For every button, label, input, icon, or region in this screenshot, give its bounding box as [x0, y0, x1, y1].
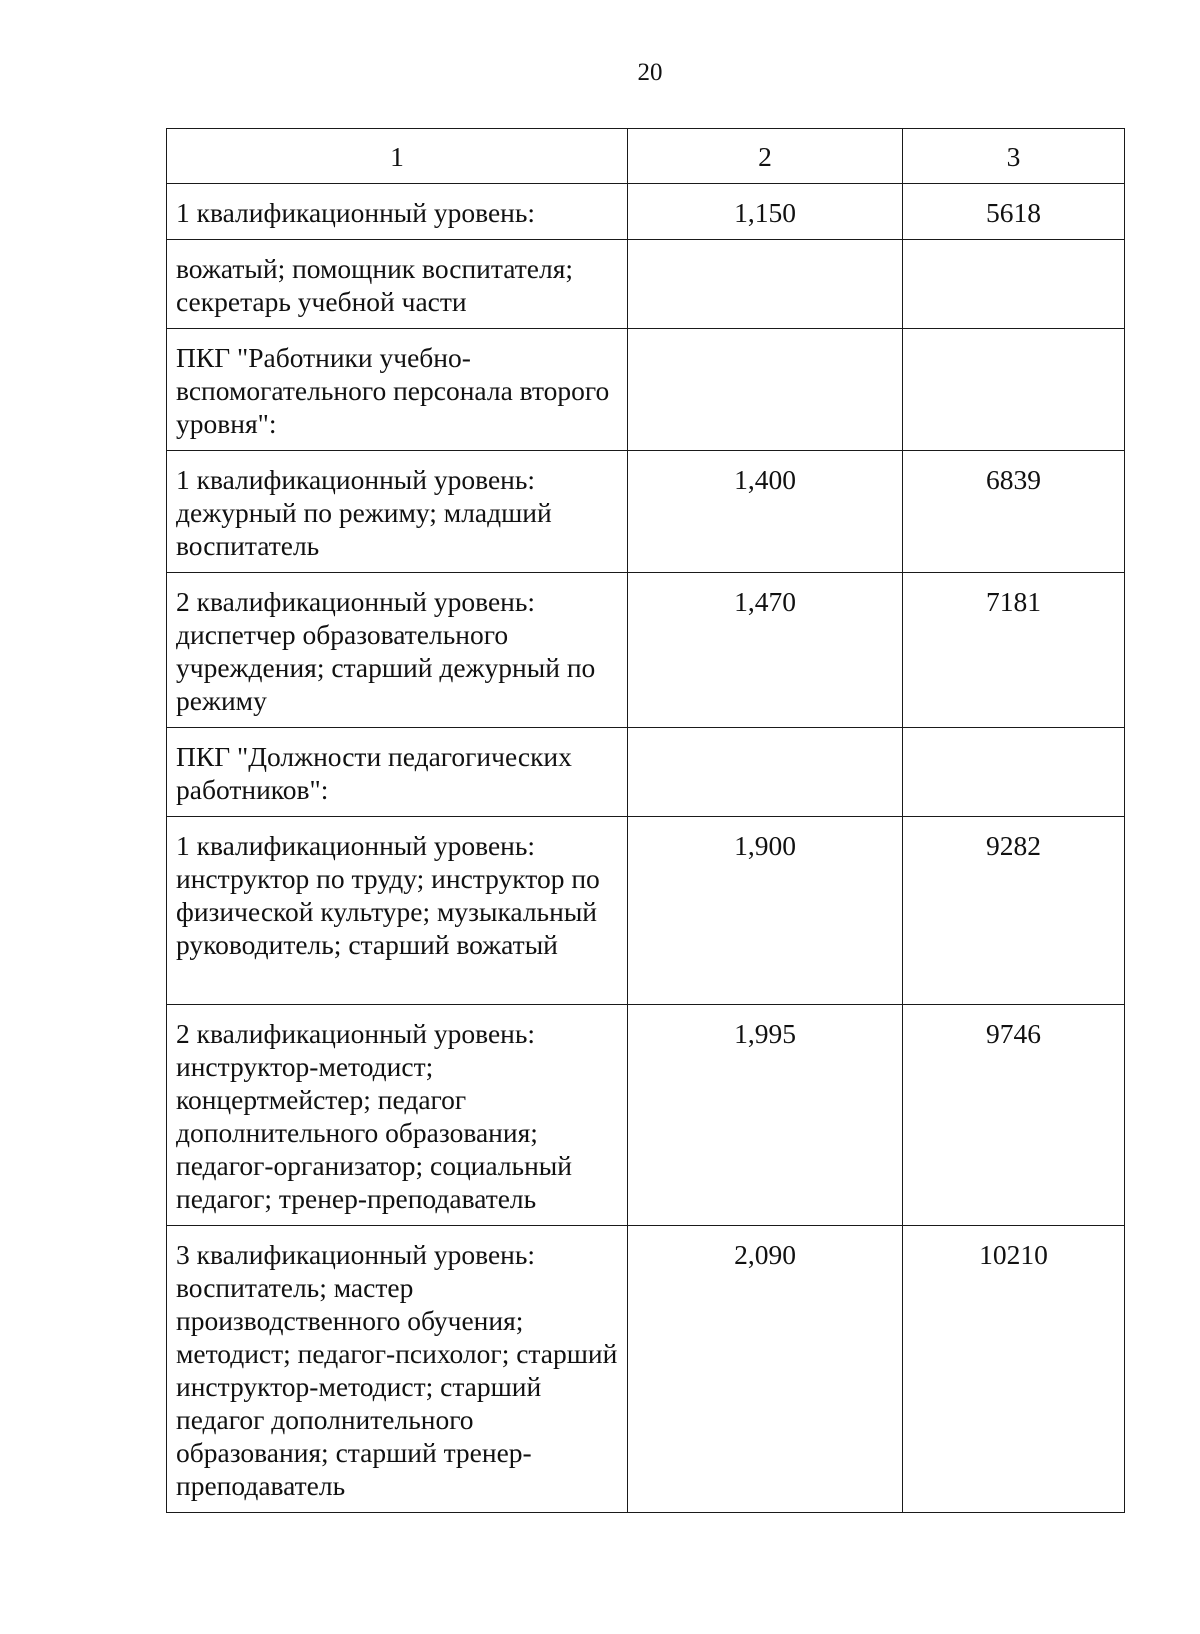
coefficient-cell — [628, 728, 903, 817]
salary-cell: 7181 — [903, 573, 1125, 728]
position-name-cell: 2 квалификационный уровень: диспетчер образовательного учреждения; старший дежурный по режиму — [167, 573, 628, 728]
column-header-label: 3 — [1006, 140, 1021, 172]
position-name-cell: вожатый; помощник воспитателя; секретарь учебной части — [167, 240, 628, 329]
coefficient-cell: 1,400 — [628, 451, 903, 573]
position-name-cell: 1 квалификационный уровень: инструктор по труду; инструктор по физической культуре; музыкальный руководитель; старший вожатый — [167, 817, 628, 1005]
table-row — [167, 1226, 1125, 1513]
table-row — [167, 728, 1125, 817]
salary-cell: 5618 — [903, 184, 1125, 240]
group-heading-cell: ПКГ "Должности педагогических работников": — [167, 728, 628, 817]
column-header — [628, 129, 903, 184]
table-row — [167, 1005, 1125, 1226]
salary-table — [166, 128, 1125, 1513]
position-name-cell: 1 квалификационный уровень: — [167, 184, 628, 240]
salary-cell: 10210 — [903, 1226, 1125, 1513]
table-row — [167, 817, 1125, 1005]
coefficient-cell: 1,900 — [628, 817, 903, 1005]
position-name-cell: 3 квалификационный уровень: воспитатель; мастер производственного обучения; методист; педагог-психолог; старший инструктор-методист; старший педагог дополнительного образования; старший тренер-преподаватель — [167, 1226, 628, 1513]
coefficient-cell: 2,090 — [628, 1226, 903, 1513]
position-name-cell: 1 квалификационный уровень: дежурный по режиму; младший воспитатель — [167, 451, 628, 573]
table-row — [167, 329, 1125, 451]
table-header-row — [167, 129, 1125, 184]
page-number: 20 — [637, 59, 663, 86]
table-row — [167, 184, 1125, 240]
table-row — [167, 240, 1125, 329]
group-heading-cell: ПКГ "Работники учебно-вспомогательного персонала второго уровня": — [167, 329, 628, 451]
coefficient-cell — [628, 329, 903, 451]
salary-cell: 9746 — [903, 1005, 1125, 1226]
column-header — [903, 129, 1125, 184]
column-header — [167, 129, 628, 184]
salary-cell: 9282 — [903, 817, 1125, 1005]
table-row — [167, 573, 1125, 728]
salary-cell — [903, 329, 1125, 451]
coefficient-cell: 1,470 — [628, 573, 903, 728]
coefficient-cell: 1,150 — [628, 184, 903, 240]
position-name-cell: 2 квалификационный уровень: инструктор-методист; концертмейстер; педагог дополнительного образования; педагог-организатор; социальный педагог; тренер-преподаватель — [167, 1005, 628, 1226]
coefficient-cell: 1,995 — [628, 1005, 903, 1226]
column-header-label: 2 — [758, 140, 772, 172]
salary-cell — [903, 728, 1125, 817]
salary-cell: 6839 — [903, 451, 1125, 573]
coefficient-cell — [628, 240, 903, 329]
salary-cell — [903, 240, 1125, 329]
table-row — [167, 451, 1125, 573]
column-header-label: 1 — [390, 140, 404, 172]
